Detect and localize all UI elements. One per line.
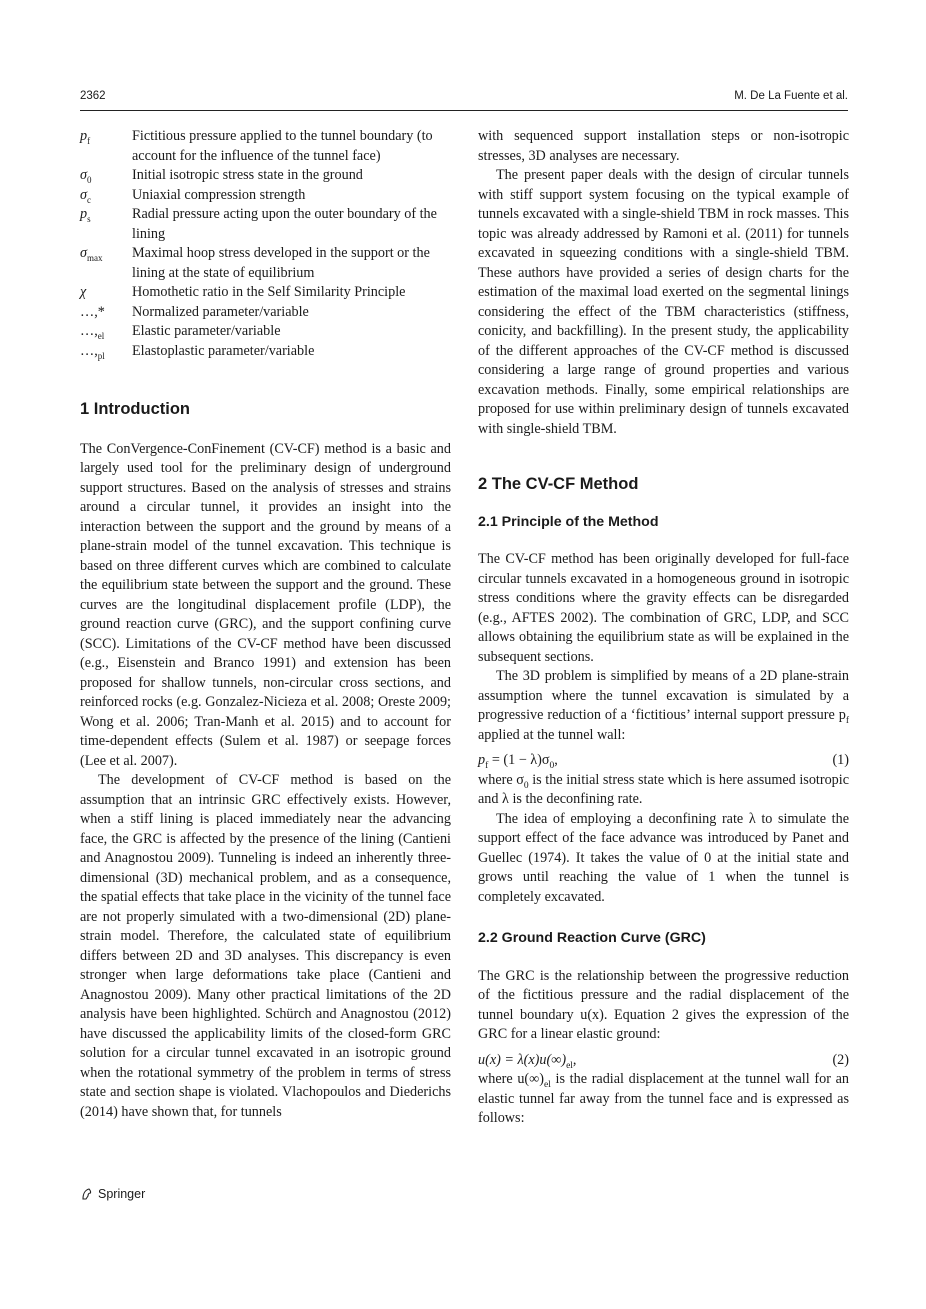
equation-1-explanation: where $\sigma_0$ is the initial stress state which is here assumed isotropic and λ is the deconfining rate. bbox=[478, 771, 850, 807]
nomenclature-list bbox=[80, 127, 451, 361]
publisher-name: Springer bbox=[98, 1187, 146, 1201]
nom-definition: Initial isotropic stress state in the ground bbox=[132, 167, 363, 183]
section-heading-cvcf: 2 The CV-CF Method bbox=[478, 475, 639, 493]
subsection-heading-principle: 2.1 Principle of the Method bbox=[478, 513, 659, 530]
paragraph-continued: with sequenced support installation steps or non-isotropic stresses, 3D analyses are necessary. bbox=[478, 128, 849, 164]
nom-definition: Elastic parameter/variable bbox=[132, 323, 281, 339]
nom-definition: Uniaxial compression strength bbox=[132, 186, 306, 203]
nom-symbol: …,* bbox=[80, 303, 105, 320]
right-column bbox=[478, 127, 849, 1129]
page-number: 2362 bbox=[80, 90, 106, 102]
nom-definition: Radial pressure acting upon the outer boundary of the lining bbox=[132, 206, 437, 242]
nom-symbol: $\sigma_0$ bbox=[80, 167, 92, 185]
nom-symbol: $\sigma_{max}$ bbox=[80, 245, 103, 263]
nom-symbol: $\sigma_c$ bbox=[80, 186, 91, 205]
grc-paragraph: The GRC is the relationship between the progressive reduction of the fictitious pressure and the radial displacement of the tunnel boundary u(x). Equation 2 gives the expression of the GRC for a linear elastic ground: bbox=[478, 967, 849, 1042]
page-header bbox=[80, 88, 848, 111]
nom-definition: Homothetic ratio in the Self Similarity Principle bbox=[132, 284, 406, 300]
equation-2 bbox=[478, 1051, 849, 1071]
running-authors: M. De La Fuente et al. bbox=[734, 90, 848, 102]
subsection-heading-grc: 2.2 Ground Reaction Curve (GRC) bbox=[478, 930, 706, 946]
equation-1 bbox=[478, 751, 849, 771]
page-footer bbox=[80, 1187, 145, 1201]
left-column bbox=[80, 127, 451, 1122]
nom-definition: Fictitious pressure applied to the tunnel boundary (to account for the influence of the tunnel face) bbox=[132, 128, 433, 164]
equation-1-formula: $p_f = (1 - \lambda)\sigma_0$, bbox=[478, 752, 558, 771]
nom-symbol: $\dots,_{el}$ bbox=[80, 323, 105, 341]
springer-horse-icon bbox=[80, 1187, 94, 1201]
nom-symbol: $p_s$ bbox=[80, 206, 91, 224]
equation-2-number: (2) bbox=[832, 1051, 849, 1068]
nom-definition: Normalized parameter/variable bbox=[132, 303, 309, 320]
intro-paragraph-2: The development of CV-CF method is based on the assumption that an intrinsic GRC effectively exists. However, when a stiff lining is placed immediately near the advancing face, the GRC is affected by the presence of the lining (Cantieni and Anagnostou 2009). Tunneling is indeed an inherently three-dimensional (3D) mechanical problem, and as a consequence, the spatial effects that take place in the vicinity of the tunnel face are not properly simulated with a two-dimensional (2D) plane-strain model. Therefore, the calculated state of equilibrium differs between 2D and 3D analyses. This discrepancy is even stronger when large deformations take place (Cantieni and Anagnostou 2009). Many other practical limitations of the 2D analysis have been highlighted. Schürch and Anagnostou (2012) have discussed the applicability limits of the closed-form GRC solution for a circular tunnel excavated in an isotropic ground when the rotational symmetry of the problem in terms of stress state and section shape is violated. Vlachopoulos and Diederichs (2014) have shown that, for tunnels bbox=[80, 772, 451, 1120]
principle-paragraph-2: The 3D problem is simplified by means of a 2D plane-strain assumption where the tunnel excavation is simulated by a progressive reduction of a ‘fictitious’ internal support pressure $p_f$ applied at the tunnel wall: bbox=[478, 668, 849, 743]
nom-definition: Elastoplastic parameter/variable bbox=[132, 342, 315, 359]
nom-symbol: $p_f$ bbox=[80, 128, 91, 146]
principle-paragraph-1: The CV-CF method has been originally developed for full-face circular tunnels excavated in a homogeneous ground in isotropic stress conditions where the gravity effects can be disregarded (e.g., AFTES 2002). The combination of GRC, LDP, and SCC allows obtaining the equilibrium state as will be explained in the subsequent sections. bbox=[478, 551, 849, 665]
deconfining-paragraph: The idea of employing a deconfining rate λ to simulate the support effect of the face advance was introduced by Panet and Guellec (1974). It takes the value of 0 at the initial state and grows until reaching the value of 1 when the tunnel is completely excavated. bbox=[478, 810, 849, 905]
nom-symbol: $\dots,_{pl}$ bbox=[80, 342, 105, 361]
equation-2-formula: $u(x) = \lambda(x)u(\infty)_{el}$, bbox=[478, 1051, 577, 1071]
nom-definition: Maximal hoop stress developed in the support or the lining at the state of equilibrium bbox=[132, 245, 430, 281]
nom-symbol: χ bbox=[80, 284, 87, 300]
equation-1-number: (1) bbox=[832, 752, 849, 768]
equation-2-explanation: where $u(\infty)_{el}$ is the radial displacement at the tunnel wall for an elastic tunnel far away from the tunnel face and is expressed as follows: bbox=[478, 1071, 849, 1126]
paragraph-scope: The present paper deals with the design of circular tunnels with stiff support system focusing on the typical example of tunnels excavated with a single-shield TBM in rock masses. This topic was already addressed by Ramoni et al. (2011) for tunnels excavated in squeezing conditions with a single-shield TBM. These authors have provided a series of design charts for the estimation of the maximal load exerted on the segmental linings considering the effect of the TBM characteristics (stiffness, conicity, and backfilling). In the present study, the applicability of the different approaches of the CV-CF method is discussed considering a large range of ground properties and various excavation methods. Finally, some empirical relationships are proposed for use within preliminary design of tunnels excavated with single-shield TBM. bbox=[478, 167, 849, 437]
intro-paragraph-1: The ConVergence-ConFinement (CV-CF) method is a basic and largely used tool for the preliminary design of underground support structures. Based on the analysis of stresses and strains around a circular tunnel, it provides an insight into the interaction between the support and the ground by means of a plane-strain model of the tunnel excavation. This technique is based on three different curves which are combined to calculate the equilibrium state between the support and the ground. These curves are the longitudinal displacement profile (LDP), the ground reaction curve (GRC), and the support confining curve (SCC). Limitations of the CV-CF method have been discussed (e.g., Eisenstein and Branco 1991) and extension has been proposed for shallow tunnels, non-circular cross sections, and reinforced rocks (e.g. Gonzalez-Nicieza et al. 2008; Oreste 2009; Wong et al. 2006; Tran-Manh et al. 2015) and to account for time-dependent effects (Sulem et al. 1987) or seepage forces (Lee et al. 2007). bbox=[80, 440, 451, 769]
section-heading-introduction: 1 Introduction bbox=[80, 400, 190, 418]
